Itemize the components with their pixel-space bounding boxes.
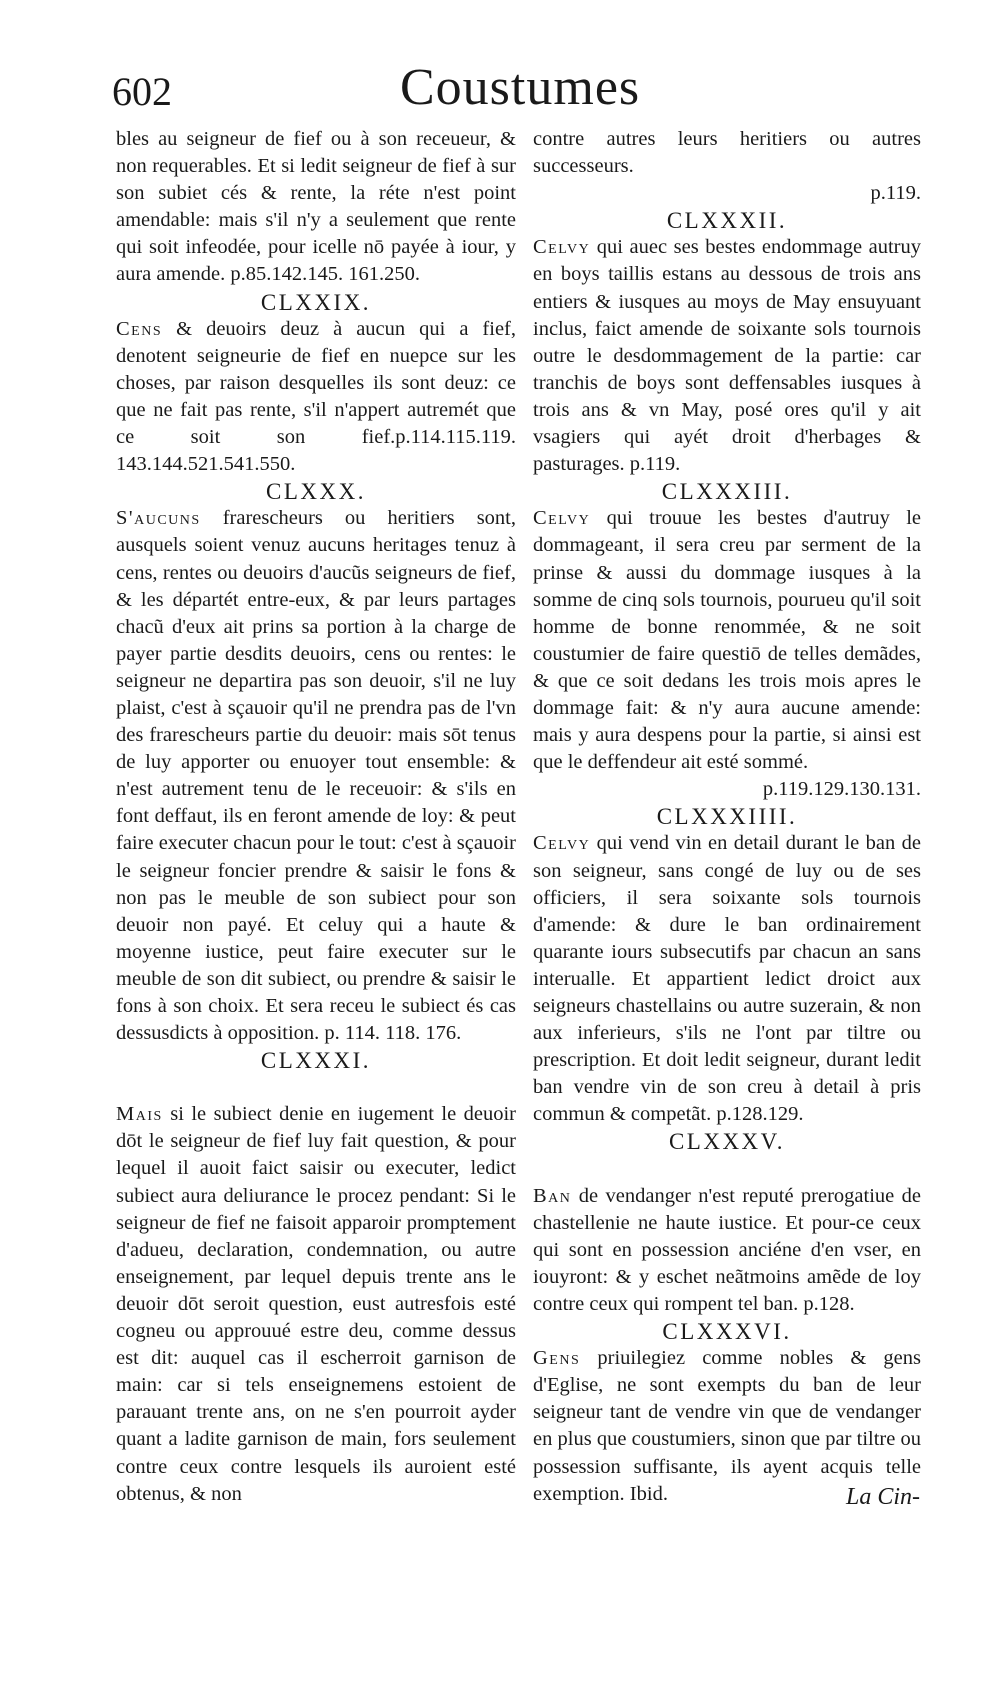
article-185-text xyxy=(533,1183,921,1318)
article-heading-182: CLXXXII. xyxy=(666,208,788,234)
article-heading-181: CLXXXI. xyxy=(260,1048,372,1074)
initial-word: Celvy xyxy=(533,236,591,259)
article-181-body: si le subiect denie en iugement le deuoir dōt le seigneur de fief luy fait question, & pour lequel il auoit faict saisir ou executer, ledict subiect aura deliurance le procez pendant: Si le seigneur de fief ne faisoit apparoir promptement d'adueu, declaration, condemnation, ou autre enseignement, par lequel depuis trente ans le deuoir dōt seroit question, eust autresfois esté cogneu ou approuué estre deu, comme dessus est dit: auquel cas il escherroit garnison de main: car si tels enseignemens estoient de parauant trente ans, on ne s'en pourroit ayder quant a ladite garnison de main, fors seulement contre ceux contre lesquels ils auroient esté obtenus, & non xyxy=(116,1103,516,1505)
article-184-text xyxy=(533,830,921,1128)
page-reference: p.128. xyxy=(803,1292,855,1315)
article-heading-180: CLXXX. xyxy=(266,479,366,505)
initial-word: Celvy xyxy=(533,507,591,530)
article-heading-185: CLXXXV. xyxy=(668,1129,786,1155)
article-186-body: priuilegiez comme nobles & gens d'Eglise, ne sont exempts du ban de leur seigneur tant de vendre vin que de vendanger en plus que coustumiers, sinon que par tiltre ou possession suffisante, ils ayent acquis telle exemption. xyxy=(533,1347,921,1505)
article-180-body: frarescheurs ou heritiers sont, ausquels soient venuz aucuns heritages tenuz à cens, rentes ou deuoirs d'aucũs seigneurs de fief, & les départét entre-eux, & par leurs partages chacũ d'eux ait prins sa portion à la charge de payer partie desdits deuoirs, cens ou rentes: le seigneur ne departira pas son deuoir, s'il ne luy plaist, c'est à sçauoir qu'il ne prendra pas de l'vn des frarescheurs partie du deuoir: mais sōt tenus de luy apporter ou enuoyer tout ensemble: & n'est autrement tenu de le receuoir: & s'ils en font deffaut, ils en feront amende de loy: & peut faire executer chacun pour le tout: c'est à sçauoir le seigneur foncier prendre & saisir le fons & non pas le meuble de son subiect pour son deuoir non payé. Et celuy qui a haute & moyenne iustice, peut faire executer sur le meuble de son dit subiect, ou prendre & saisir le fons à son choix. Et sera receu le subiect és cas dessusdicts à opposition. p. 114. 118. 176. xyxy=(116,507,516,1045)
article-182-body: qui auec ses bestes endommage autruy en boys taillis estans au dessous de trois ans entiers & iusques au moys de May ensuyuant inclus, faict amende de soixante sols tournois outre le desdommagement de la partie: car tranchis de boys sont deffensables iusques à trois ans & vn May, posé ores qu'il y ait vsagiers qui ayét droit d'herbages & pasturages. xyxy=(533,236,921,476)
page-reference: p.119. xyxy=(870,182,921,205)
article-heading-179: CLXXIX. xyxy=(260,289,372,315)
page-reference: p.119. xyxy=(629,453,681,476)
spacer xyxy=(116,1074,516,1101)
page-number: 602 xyxy=(112,69,172,114)
left-column xyxy=(116,126,516,1508)
catchword: La Cin- xyxy=(846,1484,921,1510)
running-title: Coustumes xyxy=(400,59,641,116)
article-184-body: qui vend vin en detail durant le ban de son seigneur, sans congé de luy ou de ses officiers, il sera soixante sols tournois d'amende: & dure le ban ordinairement quarante iours subsecutifs par chacun an sans interualle. Et appartient ledict droict aux seigneurs chastellains ou autre suzerain, & non aux inferieurs, s'ils ne l'ont par tiltre ou prescription. Et doit ledit seigneur, durant ledit ban vendre vin de son creu à detail à pris commun & competãt. p.128.129. xyxy=(533,832,921,1126)
article-183-body: qui trouue les bestes d'autruy le dommageant, il sera creu par serment de la prinse & aussi du dommage iusques à la somme de cinq sols tournois, pourueu qu'il soit homme de bonne renommée, & ne soit coustumier de faire questiō de telles demãdes, & que ce soit dedans les trois mois apres le dommage fait: & n'y aura aucune amende: mais y aura despens pour la partie, si ainsi est que le deffendeur ait esté sommé. xyxy=(533,507,921,774)
paragraph-body: contre autres leurs heritiers ou autres successeurs. xyxy=(533,128,921,178)
initial-word: S'aucuns xyxy=(116,507,201,530)
initial-word: Ban xyxy=(533,1184,572,1207)
page-reference: Ibid. xyxy=(629,1482,668,1505)
initial-word: Gens xyxy=(533,1347,581,1370)
article-heading-184: CLXXXIIII. xyxy=(656,804,798,830)
article-179-body: & deuoirs deuz à aucun qui a fief, denotent seigneurie de fief en nuepce sur les choses, par raison desquelles ils sont deuz: ce que ne fait pas rente, s'il n'appert autremét que ce soit son fief.p.114.115.119. 143.144.521.541.550. xyxy=(116,317,516,476)
article-heading-183: CLXXXIII. xyxy=(661,479,793,505)
article-180-text xyxy=(116,505,516,1047)
initial-word: Cens xyxy=(116,317,163,340)
spacer xyxy=(533,1156,921,1183)
article-181-text xyxy=(116,1101,516,1507)
page-header xyxy=(0,58,1000,118)
initial-word: Mais xyxy=(116,1103,163,1126)
article-183-text xyxy=(533,505,921,776)
paragraph-continued: bles au seigneur de fief ou à son receueur, & non requerables. Et si ledit seigneur de fief à sur son subiet cés & rente, la réte n'est point amendable: mais s'il n'y a seulement que rente qui soit infeodée, pour icelle nō payée à iour, y aura amende. p.85.142.145. 161.250. xyxy=(116,128,516,286)
right-column xyxy=(533,126,921,1508)
paragraph-continued xyxy=(533,126,921,180)
initial-word: Celvy xyxy=(533,832,591,855)
article-182-text xyxy=(533,234,921,478)
page-reference: p.119.129.130.131. xyxy=(762,778,921,801)
article-179-text xyxy=(116,316,516,479)
article-185-body: de vendanger n'est reputé prerogatiue de chastellenie ne haute iustice. Et pour-ce ceux qui sont en possession anciéne d'en vser, en iouyront: & y eschet neãtmoins amẽde de loy contre ceux qui rompent tel ban. xyxy=(533,1184,921,1315)
article-heading-186: CLXXXVI. xyxy=(662,1319,792,1345)
